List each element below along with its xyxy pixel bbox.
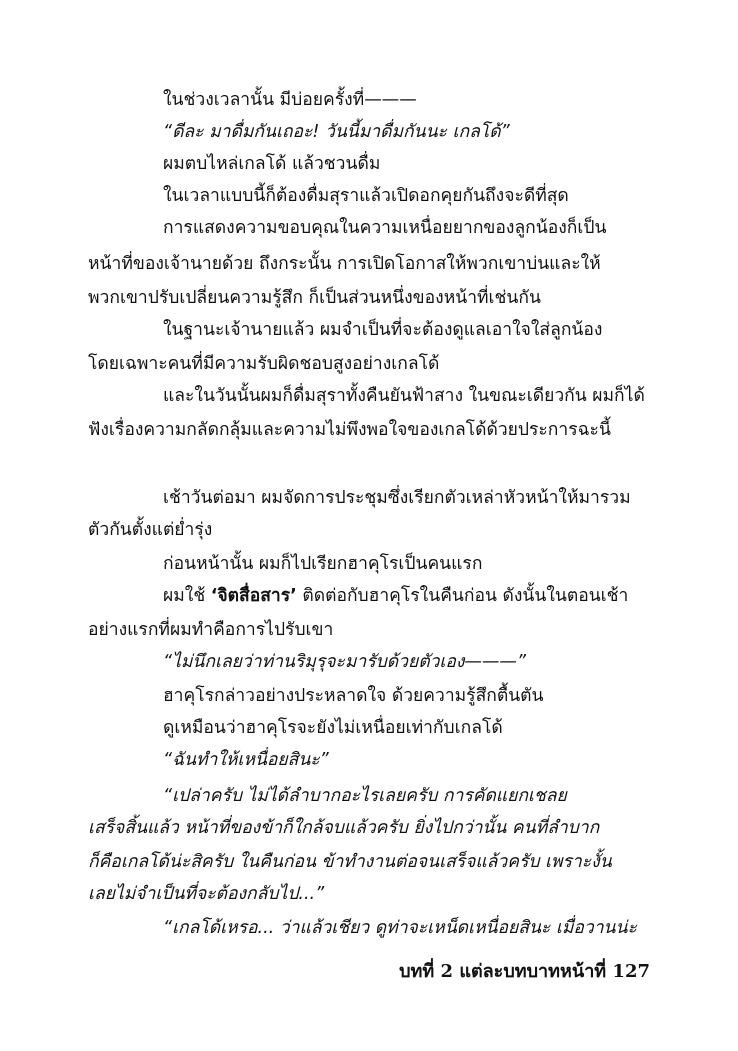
dialogue-line: “เกลโด้เหรอ... ว่าแล้วเชียว ดูท่าจะเหน็ดเหนื่อยสินะ เมื่อวานน่ะ [163, 918, 637, 938]
text-line: ตัวกันตั้งแต่ย่ำรุ่ง [88, 520, 213, 540]
dialogue-line: เสร็จสิ้นแล้ว หน้าที่ของข้าก็ใกล้จบแล้วครับ ยิ่งไปกว่านั้น คนที่ลำบาก [88, 818, 600, 838]
dialogue-line: เลยไม่จำเป็นที่จะต้องกลับไป...” [88, 884, 325, 904]
text-line: โดยเฉพาะคนที่มีความรับผิดชอบสูงอย่างเกลโด้ [88, 354, 440, 374]
text-line: ฮาคุโรกล่าวอย่างประหลาดใจ ด้วยความรู้สึกตื้นตัน [163, 686, 544, 706]
line-end: ติดต่อกับฮาคุโรในคืนก่อน ดังนั้นในตอนเช้า [296, 586, 629, 606]
text-line: และในวันนั้นผมก็ดื่มสุราทั้งคืนยันฟ้าสาง ในขณะเดียวกัน ผมก็ได้ [163, 386, 645, 406]
dialogue-line: “ฉันทำให้เหนื่อยสินะ” [163, 750, 329, 770]
skill-name: ‘จิตสื่อสาร’ [210, 586, 297, 606]
text-line: ก่อนหน้านั้น ผมก็ไปเรียกฮาคุโรเป็นคนแรก [163, 554, 483, 574]
dialogue-line: “ไม่นึกเลยว่าท่านริมุรุจะมารับด้วยตัวเอง———” [163, 652, 526, 672]
text-line: พวกเขาปรับเปลี่ยนความรู้สึก ก็เป็นส่วนหนึ่งของหน้าที่เช่นกัน [88, 288, 541, 308]
text-line: หน้าที่ของเจ้านายด้วย ถึงกระนั้น การเปิดโอกาสให้พวกเขาบ่นและให้ [88, 254, 601, 274]
line-start: ผมใช้ [163, 586, 211, 606]
dialogue-line: “ดีละ มาดื่มกันเถอะ! วันนี้มาดื่มกันนะ เกลโด้” [163, 122, 510, 142]
text-line: ในเวลาแบบนี้ก็ต้องดื่มสุราแล้วเปิดอกคุยกันถึงจะดีที่สุด [163, 186, 569, 206]
text-line: ดูเหมือนว่าฮาคุโรจะยังไม่เหนื่อยเท่ากับเกลโด้ [163, 718, 503, 738]
text-line [163, 581, 628, 611]
text-line: ในฐานะเจ้านายแล้ว ผมจำเป็นที่จะต้องดูแลเอาใจใส่ลูกน้อง [163, 320, 603, 340]
text-line: ผมตบไหล่เกลโด้ แล้วชวนดื่ม [163, 154, 381, 174]
page-footer: บทที่ 2 แต่ละบทบาทหน้าที่ 127 [399, 961, 650, 982]
dialogue-line: ก็คือเกลโด้น่ะสิครับ ในคืนก่อน ข้าทำงานต่อจนเสร็จแล้วครับ เพราะงั้น [88, 852, 612, 872]
text-line: เช้าวันต่อมา ผมจัดการประชุมซึ่งเรียกตัวเหล่าหัวหน้าให้มารวม [163, 488, 631, 508]
text-line: อย่างแรกที่ผมทำคือการไปรับเขา [88, 620, 334, 640]
dialogue-line: “เปล่าครับ ไม่ได้ลำบากอะไรเลยครับ การคัดแยกเชลย [163, 786, 567, 806]
text-line: ในช่วงเวลานั้น มีบ่อยครั้งที่——— [163, 90, 417, 110]
text-line: การแสดงความขอบคุณในความเหนื่อยยากของลูกน้องก็เป็น [163, 218, 607, 238]
text-line: ฟังเรื่องความกลัดกลุ้มและความไม่พึงพอใจของเกลโด้ด้วยประการฉะนี้ [88, 420, 611, 440]
